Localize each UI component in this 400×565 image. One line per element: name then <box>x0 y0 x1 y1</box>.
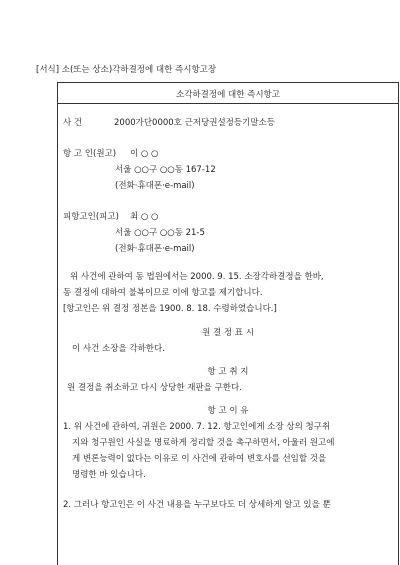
appellant-name: 이 ○ ○ <box>130 149 159 159</box>
case-label: 사 건 <box>63 118 83 128</box>
intro-line-3: [항고인은 위 결정 정본을 1900. 8. 18. 수령하였습니다.] <box>63 304 277 314</box>
form-heading: 소각하결정에 대한 즉시항고 <box>176 90 280 100</box>
original-decision-title: 원 결 정 표 시 <box>202 328 254 338</box>
appellant-contact: (전화·휴대폰·e-mail) <box>115 181 195 191</box>
appellee-contact: (전화·휴대폰·e-mail) <box>115 244 195 254</box>
appeal-purpose-title: 항 고 취 지 <box>207 367 249 377</box>
appeal-purpose-body: 원 결정을 취소하고 다시 상당한 재판을 구한다. <box>67 383 242 393</box>
heading-divider <box>58 103 398 104</box>
document-title: [서식] 소(또는 상소)각하결정에 대한 즉시항고장 <box>36 65 217 75</box>
intro-line-1: 위 사건에 관하여 동 법원에서는 2000. 9. 15. 소장각하결정을 한바, <box>70 272 324 282</box>
case-number: 2000가단0000호 근저당권설정등기말소등 <box>114 118 275 128</box>
appeal-reasons-title: 항 고 이 유 <box>207 406 249 416</box>
appellant-address: 서울 ○○구 ○○동 167-12 <box>115 165 216 175</box>
original-decision-body: 이 사건 소장을 각하한다. <box>72 344 165 354</box>
appellee-address: 서울 ○○구 ○○동 21-5 <box>115 228 205 238</box>
reason-1-line-3: 게 변론능력이 없다는 이유로 이 사건에 관하여 변호사를 선임할 것을 <box>72 454 327 464</box>
form-frame <box>57 82 399 565</box>
appellee-name: 최 ○ ○ <box>130 212 159 222</box>
reason-2-line-1: 2. 그러나 항고인은 이 사건 내용을 누구보다도 더 상세하게 알고 있을 뿐 <box>63 500 331 510</box>
reason-1-line-2: 지와 청구원인 사실을 명료하게 정리할 것을 촉구하면서, 아울러 원고에 <box>72 438 335 448</box>
reason-1-line-4: 명령한 바 있습니다. <box>72 470 146 480</box>
appellant-label: 항 고 인(원고) <box>63 149 117 159</box>
appellee-label: 피항고인(피고) <box>63 212 119 222</box>
intro-line-2: 동 결정에 대하여 불복이므로 이에 항고를 제기합니다. <box>63 288 263 298</box>
reason-1-line-1: 1. 위 사건에 관하여, 귀원은 2000. 7. 12. 항고인에게 소장 상의 청구취 <box>63 422 331 432</box>
